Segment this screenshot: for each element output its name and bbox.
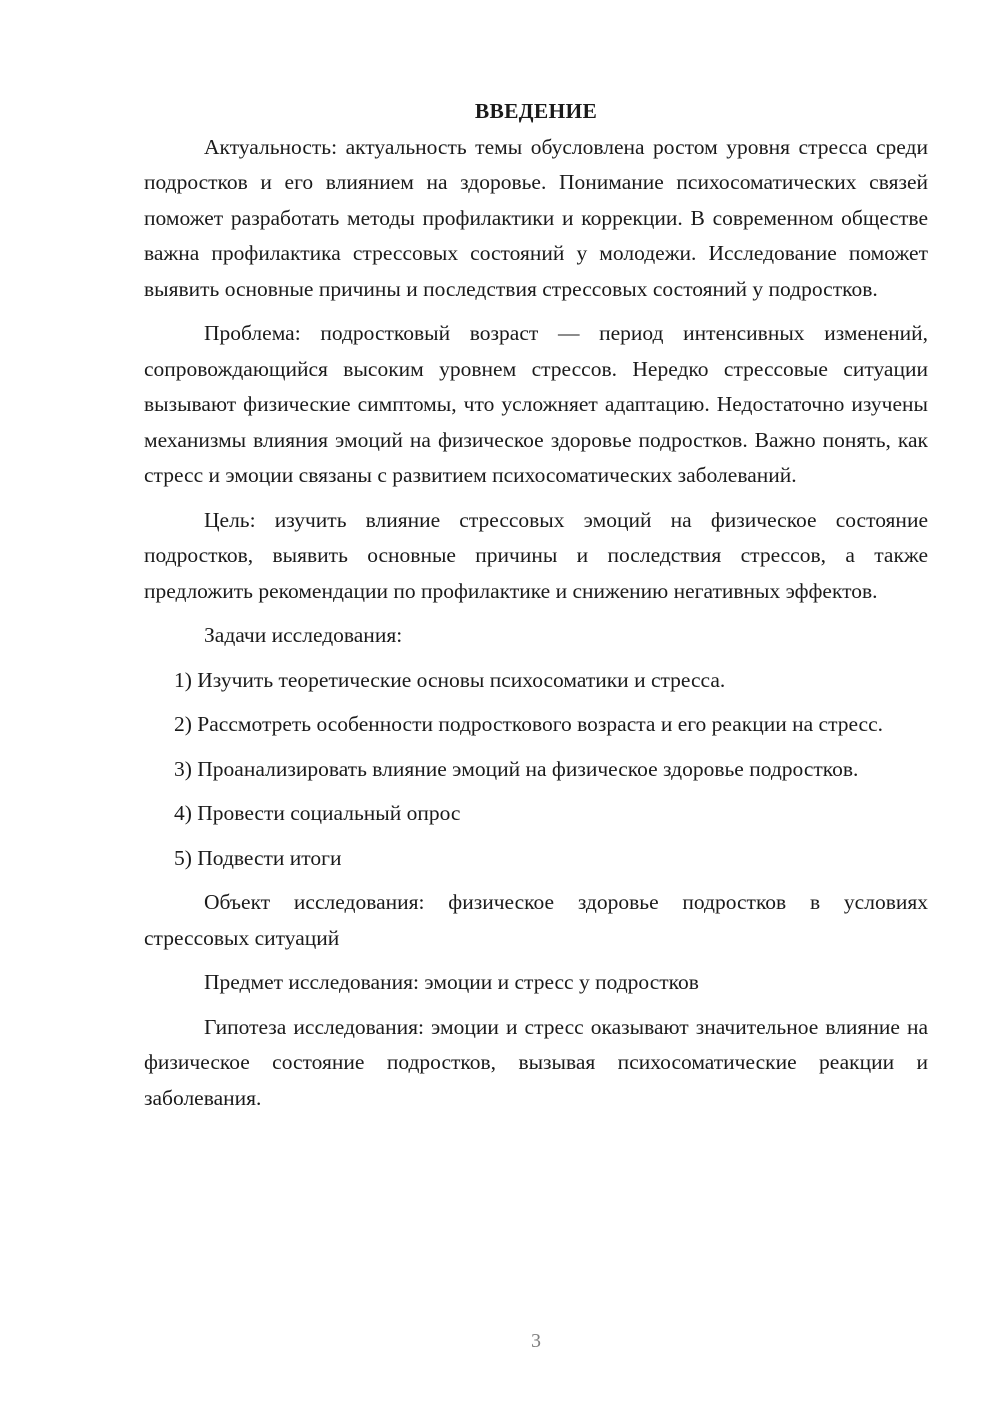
goal-paragraph: Цель: изучить влияние стрессовых эмоций на физическое состояние подростков, выявить основные причины и последствия стрессов, а также предложить рекомендации по профилактике и снижению негативных эффектов. [144,507,928,603]
task-item-3: 3) Проанализировать влияние эмоций на физическое здоровье подростков. [174,756,859,781]
subject-paragraph: Предмет исследования: эмоции и стресс у подростков [204,970,699,994]
tasks-heading: Задачи исследования: [204,623,403,647]
page-title: ВВЕДЕНИЕ [474,99,598,123]
hypothesis-paragraph: Гипотеза исследования: эмоции и стресс оказывают значительное влияние на физическое состояние подростков, вызывая психосоматические реакции и заболевания. [144,1014,928,1110]
task-item-1: 1) Изучить теоретические основы психосоматики и стресса. [174,667,726,692]
task-item-2: 2) Рассмотреть особенности подросткового возраста и его реакции на стресс. [174,712,884,736]
object-paragraph: Объект исследования: физическое здоровье подростков в условиях стрессовых ситуаций [144,890,928,950]
problem-paragraph: Проблема: подростковый возраст — период интенсивных изменений, сопровождающийся высоким уровнем стрессов. Нередко стрессовые ситуации вызывают физические симптомы, что усложняет адаптацию. Недостаточно изучены механизмы влияния эмоций на физическое здоровье подростков. Важно понять, как стресс и эмоции связаны с развитием психосоматических заболеваний. [144,321,928,487]
page-number: 3 [531,1330,541,1352]
task-item-4: 4) Провести социальный опрос [174,801,461,825]
page-content [144,94,928,1116]
relevance-paragraph: Актуальность: актуальность темы обусловлена ростом уровня стресса среди подростков и его влиянием на здоровье. Понимание психосоматических связей поможет разработать методы профилактики и коррекции. В современном обществе важна профилактика стрессовых состояний у молодежи. Исследование поможет выявить основные причины и последствия стрессовых состояний у подростков. [144,134,928,301]
task-item-5: 5) Подвести итоги [174,845,342,870]
